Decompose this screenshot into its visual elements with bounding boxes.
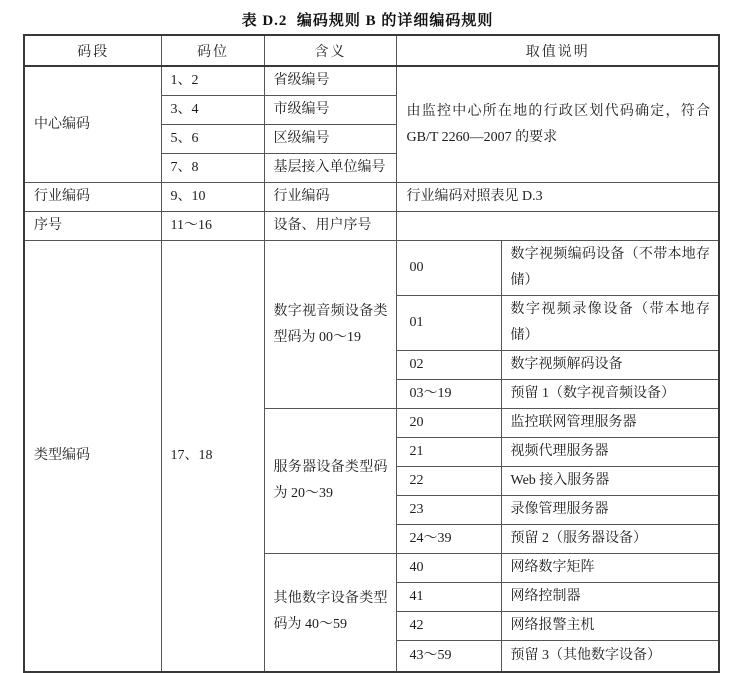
type-code-cell: 01: [396, 296, 501, 351]
header-position: 码位: [161, 35, 264, 66]
meaning-cell: 省级编号: [264, 66, 396, 96]
value-desc-cell-center: 由监控中心所在地的行政区划代码确定，符合 GB/T 2260—2007 的要求: [396, 66, 719, 183]
position-cell: 5、6: [161, 125, 264, 154]
meaning-group-cell: 其他数字设备类型码为 40～59: [264, 554, 396, 672]
meaning-cell: 基层接入单位编号: [264, 154, 396, 183]
type-desc-cell: 网络数字矩阵: [501, 554, 719, 583]
position-cell: 7、8: [161, 154, 264, 183]
table-header-row: [24, 35, 719, 66]
type-code-cell: 03～19: [396, 380, 501, 409]
position-cell-type: 17、18: [161, 241, 264, 672]
type-code-cell: 20: [396, 409, 501, 438]
position-cell: 9、10: [161, 183, 264, 212]
segment-cell-serial: 序号: [24, 212, 161, 241]
table-row: [24, 66, 719, 96]
type-code-cell: 24～39: [396, 525, 501, 554]
type-code-cell: 02: [396, 351, 501, 380]
type-desc-cell: 数字视频录像设备（带本地存储）: [501, 296, 719, 351]
type-desc-cell: Web 接入服务器: [501, 467, 719, 496]
type-desc-cell: 监控联网管理服务器: [501, 409, 719, 438]
meaning-cell: 设备、用户序号: [264, 212, 396, 241]
segment-cell-type: 类型编码: [24, 241, 161, 672]
type-code-cell: 43～59: [396, 641, 501, 672]
position-cell: 3、4: [161, 96, 264, 125]
table-title: 表 D.2 编码规则 B 的详细编码规则: [241, 13, 494, 29]
type-code-cell: 21: [396, 438, 501, 467]
meaning-cell: 市级编号: [264, 96, 396, 125]
type-code-cell: 42: [396, 612, 501, 641]
type-desc-cell: 预留 1（数字视音频设备）: [501, 380, 719, 409]
meaning-cell: 区级编号: [264, 125, 396, 154]
type-desc-cell: 视频代理服务器: [501, 438, 719, 467]
type-code-cell: 41: [396, 583, 501, 612]
meaning-group-cell: 数字视音频设备类型码为 00～19: [264, 241, 396, 409]
type-desc-cell: 网络报警主机: [501, 612, 719, 641]
type-code-cell: 40: [396, 554, 501, 583]
type-code-cell: 00: [396, 241, 501, 296]
type-desc-cell: 数字视频编码设备（不带本地存储）: [501, 241, 719, 296]
type-desc-cell: 预留 2（服务器设备）: [501, 525, 719, 554]
position-cell: 1、2: [161, 66, 264, 96]
header-meaning: 含义: [264, 35, 396, 66]
type-desc-cell: 预留 3（其他数字设备）: [501, 641, 719, 672]
coding-rules-table: [23, 34, 720, 673]
value-desc-cell-serial: [396, 212, 719, 241]
type-code-cell: 22: [396, 467, 501, 496]
table-row: [24, 241, 719, 296]
segment-cell-industry: 行业编码: [24, 183, 161, 212]
meaning-cell: 行业编码: [264, 183, 396, 212]
type-desc-cell: 录像管理服务器: [501, 496, 719, 525]
type-desc-cell: 数字视频解码设备: [501, 351, 719, 380]
header-segment: 码段: [24, 35, 161, 66]
meaning-group-cell: 服务器设备类型码为 20～39: [264, 409, 396, 554]
table-row: [24, 212, 719, 241]
value-desc-cell-industry: 行业编码对照表见 D.3: [396, 183, 719, 212]
position-cell: 11～16: [161, 212, 264, 241]
segment-cell-center: 中心编码: [24, 66, 161, 183]
type-desc-cell: 网络控制器: [501, 583, 719, 612]
header-value-desc: 取值说明: [396, 35, 719, 66]
table-row: [24, 183, 719, 212]
type-code-cell: 23: [396, 496, 501, 525]
